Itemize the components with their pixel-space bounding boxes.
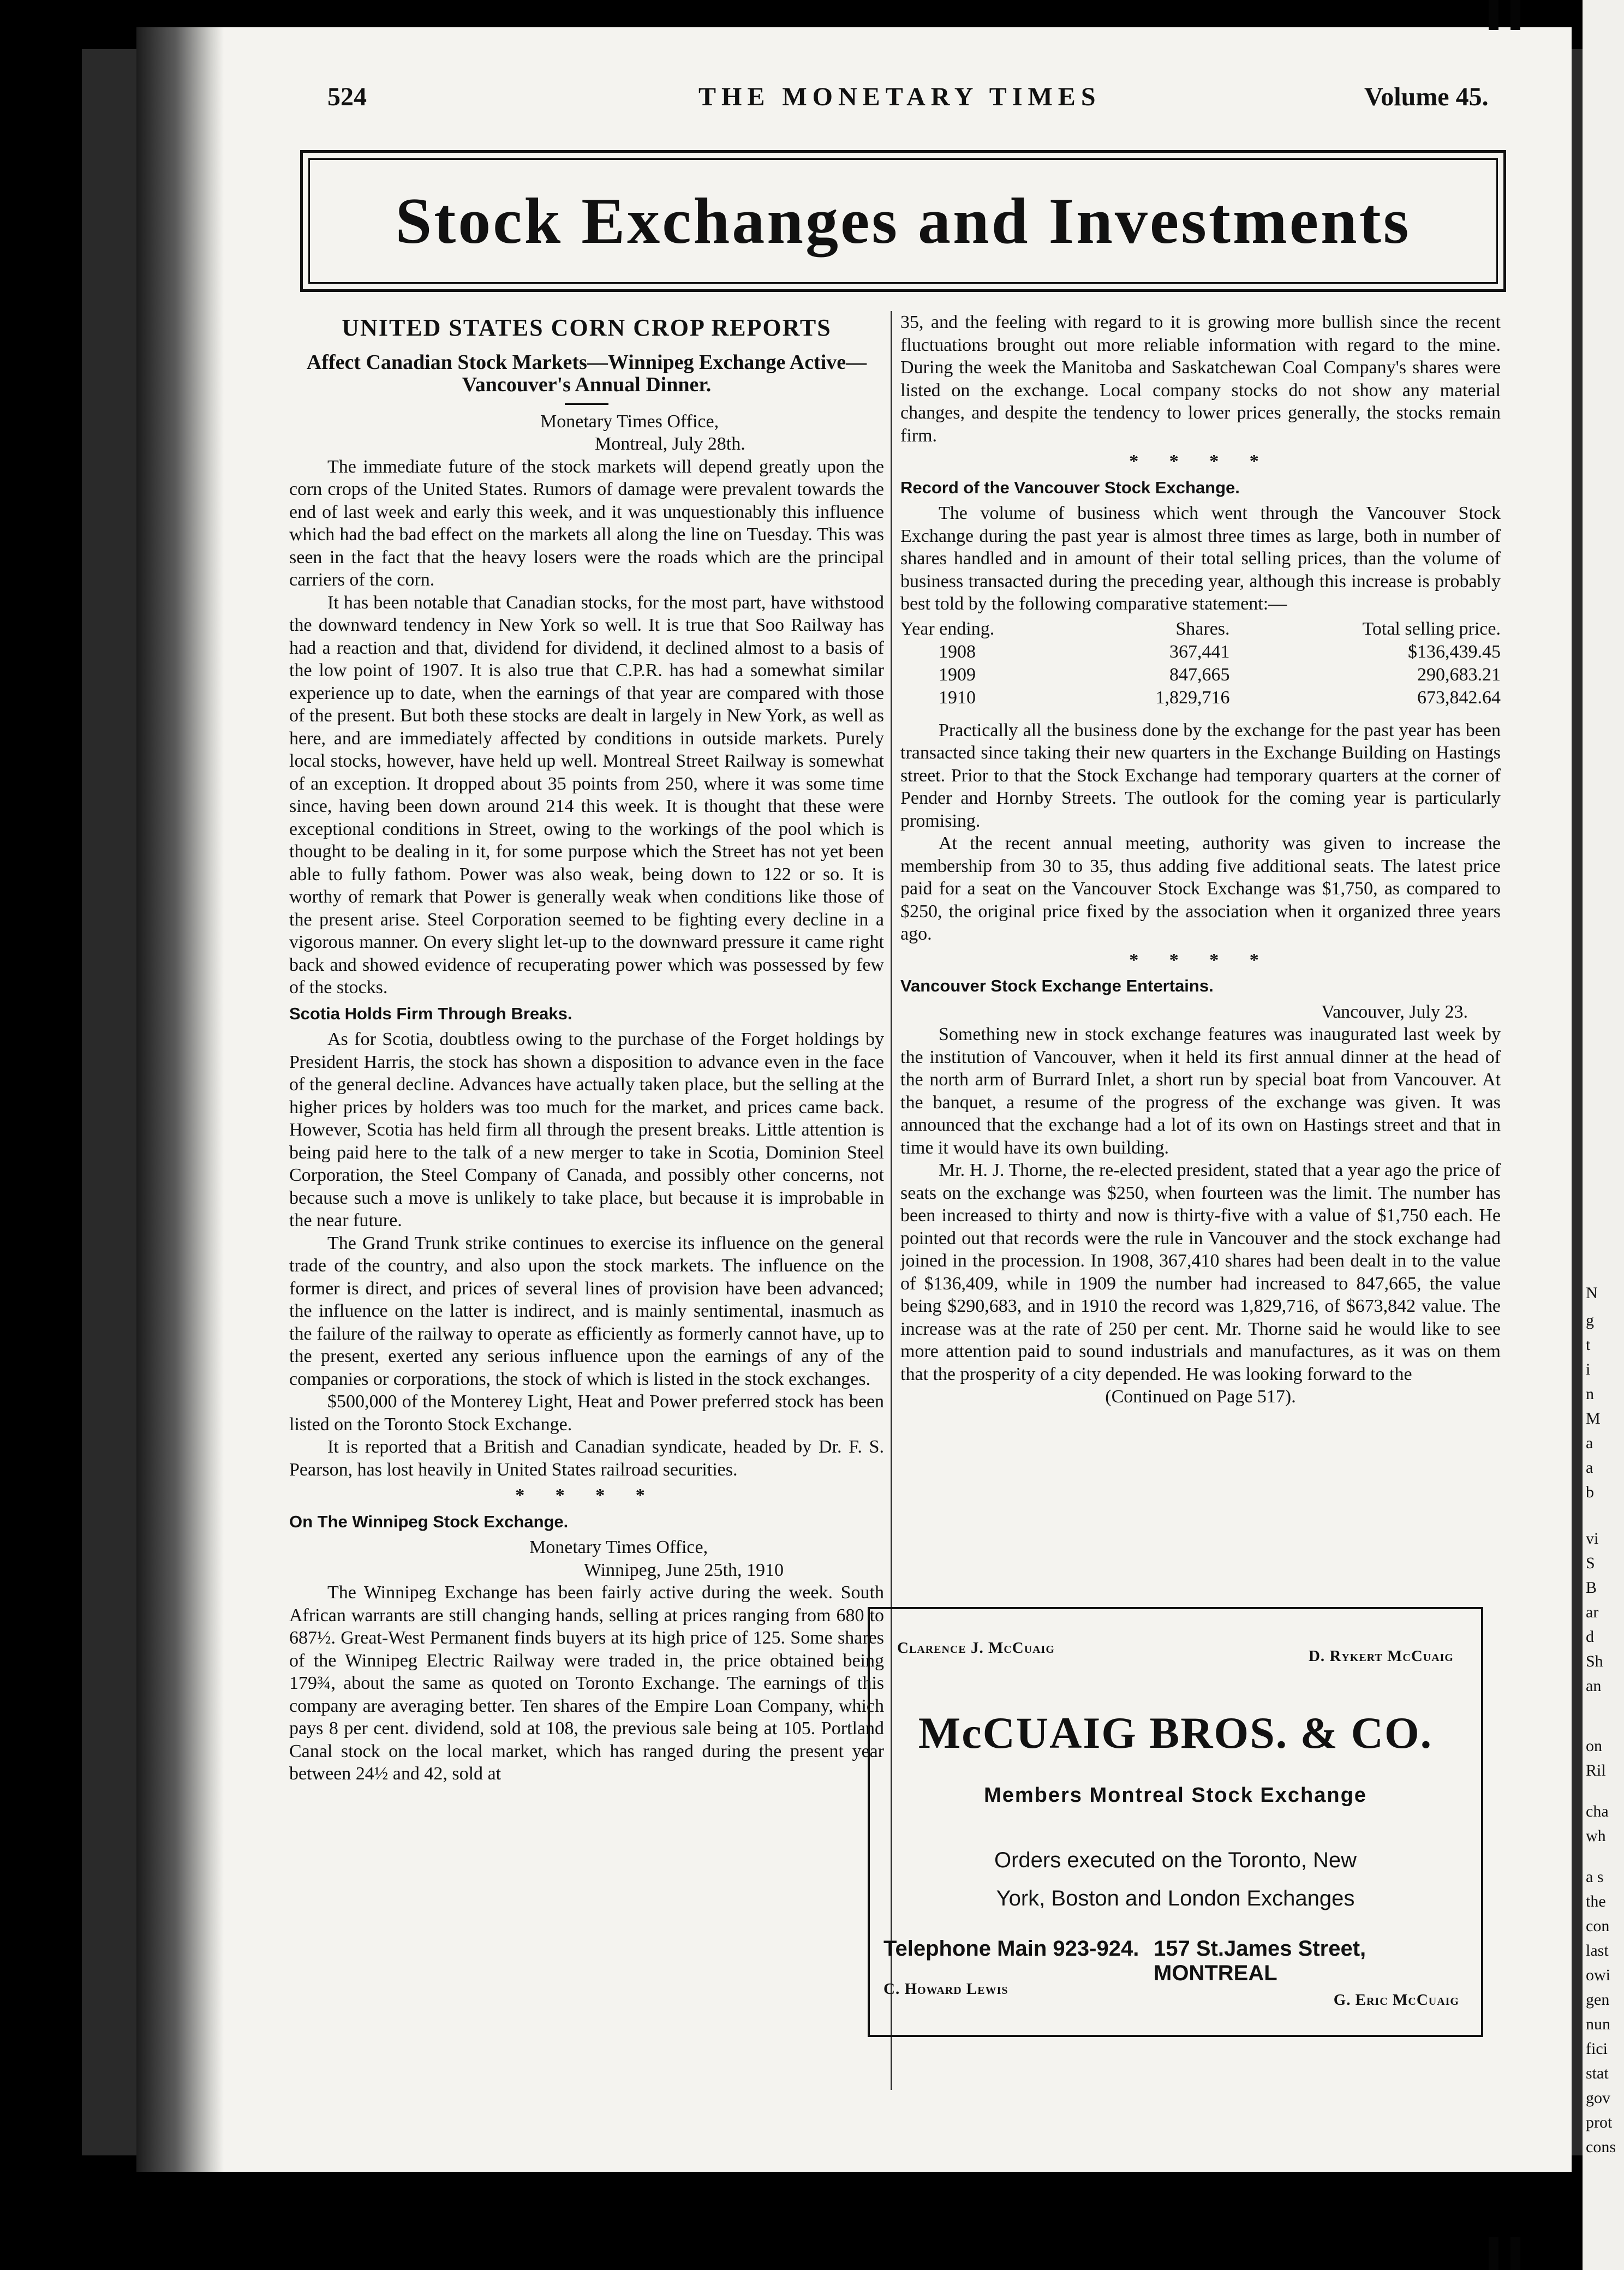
ad-membership: Members Montreal Stock Exchange [984,1784,1367,1807]
winnipeg-dateline [289,1536,884,1581]
continued-note: (Continued on Page 517). [1105,1387,1296,1407]
article-paragraph: At the recent annual meeting, authority was given to increase the membership from 30 to 35, thus adding five additional seats. The latest price paid for a seat on the Vancouver Stock Exchange was $1,750, as compared to $250, the original price fixed by the association when it organized three years ago. [900,833,1501,944]
journal-title: THE MONETARY TIMES [698,82,1101,111]
adjacent-page-fragment: a [1586,1459,1593,1477]
table-row [900,686,1501,709]
article-paragraph: $500,000 of the Monterey Light, Heat and Power preferred stock has been listed on the Toronto Stock Exchange. [289,1391,884,1435]
article-paragraph: Mr. H. J. Thorne, the re-elected president, stated that a year ago the price of seats on the exchange was $250, when fourteen was the limit. The number has been increased to thirty and now is thirty-five with a value of $1,750 each. He pointed out that records were the rule in Vancouver and the stock exchange had joined in the procession. In 1908, 367,410 shares had been dealt in to the value of $136,409, while in 1909 the number had increased to 847,665, the value being $290,683, and in 1910 the record was 1,829,716, of $673,842 value. The increase was at the rate of 250 per cent. Mr. Thorne said he would like to see more attention paid to sound industrials and manufactures, as it was on them that the prosperity of a city depended. He was looking forward to the [900,1160,1501,1384]
article-subheadline: Affect Canadian Stock Markets—Winnipeg Exchange Active—Vancouver's Annual Dinner. [306,350,867,396]
page-number: 524 [327,82,367,111]
article-paragraph: The immediate future of the stock markets will depend greatly upon the corn crops of the United States. Rumors of damage were prevalent towards the end of last week and early this week, and it was unquestionably this influence which had the bad effect on the markets all along the line on Tuesday. This was seen in the fact that the heavy losers were the roads which are the principal carriers of the corn. [289,456,884,590]
section-title-box [300,150,1506,292]
entertains-subhead: Vancouver Stock Exchange Entertains. [900,976,1214,995]
article-paragraph: It has been notable that Canadian stocks, for the most part, have withstood the downward tendency in New York so well. It is true that Soo Railway has had a reaction and that, dividend for dividend, it declined almost to a basis of the low point of 1907. It is also true that C.P.R. has had a somewhat similar experience up to date, when the earnings of that year are compared with those of the present. But both these stocks are dealt in largely in New York, as well as here, and are immediately affected by conditions in outside markets. Purely local stocks, however, have held up well. Montreal Street Railway is somewhat of an exception. It dropped about 35 points from 250, where it was some time since, having been down around 214 this week. It is thought that these were exceptional conditions in Street, owing to the workings of the pool which is thought to be dealing in it, for some purpose which the Street has not yet been able to fully fathom. Power was also weak, being down to 122 or so. It is worthy of remark that Power is generally weak when conditions like those of the present arise. Steel Corporation seemed to be fighting every decline in a vigorous manner. On every slight let-up to the downward pressure it came right back and showed evidence of recuperating power which was possessed by few of the stocks. [289,592,884,997]
binding-bar-top-2 [1510,0,1520,30]
table-cell: 847,665 [1169,664,1230,685]
table-cell: 673,842.64 [1417,687,1501,708]
ad-address: 157 St.James Street, MONTREAL [1154,1937,1366,1985]
volume-label: Volume 45. [1364,82,1489,111]
binding-bar-bottom-1 [1489,2237,1498,2270]
ad-name-bottom-right: G. Eric McCuaig [1333,1991,1459,2009]
mccuaig-advertisement [868,1607,1483,2037]
right-column [900,311,1501,1408]
article-paragraph: It is reported that a British and Canadian syndicate, headed by Dr. F. S. Pearson, has lost heavily in United States railroad securities. [289,1437,884,1480]
adjacent-page-fragment: n [1586,1385,1594,1403]
adjacent-page-fragment: nun [1586,2015,1610,2033]
adjacent-page-fragment: cha [1586,1802,1609,1820]
ad-name-top-left: Clarence J. McCuaig [897,1639,1055,1657]
adjacent-page-fragment: vi [1586,1530,1599,1548]
section-stars: * * * * [1129,949,1272,970]
ad-name-bottom-left: C. Howard Lewis [883,1980,1008,1998]
table-cell: 1908 [939,641,976,662]
adjacent-page-fragment: S [1586,1554,1595,1572]
winnipeg-subhead: On The Winnipeg Stock Exchange. [289,1512,569,1531]
article-paragraph: Practically all the business done by the exchange for the past year has been transacted since taking their new quarters in the Exchange Building on Hastings street. Prior to that the Stock Exchange had temporary quarters at the corner of Pender and Hornby Streets. The outlook for the coming year is particularly promising. [900,720,1501,831]
adjacent-page-fragment: prot [1586,2113,1613,2131]
headline-rule [565,403,608,405]
scotia-subhead: Scotia Holds Firm Through Breaks. [289,1003,572,1023]
dateline-office: Monetary Times Office, [540,411,719,432]
adjacent-page-fragment: owi [1586,1966,1610,1984]
adjacent-page-fragment: last [1586,1942,1609,1960]
adjacent-page-fragment: wh [1586,1827,1606,1845]
winnipeg-office: Monetary Times Office, [529,1537,708,1557]
adjacent-page-fragment: con [1586,1917,1610,1935]
adjacent-page-fragment: cons [1586,2138,1616,2156]
binding-bar-bottom-2 [1510,2237,1520,2270]
adjacent-page-fragment: gen [1586,1991,1610,2009]
adjacent-page-fragment: Ril [1586,1761,1606,1779]
table-row [900,641,1501,664]
adjacent-page-fragment: b [1586,1483,1594,1501]
section-stars: * * * * [515,1485,658,1506]
adjacent-page-fragment: i [1586,1360,1591,1378]
article-paragraph: The Winnipeg Exchange has been fairly active during the week. South African warrants are still changing hands, selling at prices ranging from 680 to 687½. Great-West Permanent finds buyers at its high price of 125. Some shares of the Winnipeg Electric Railway were traded in, the price obtained being 179¾, about the same as quoted on Toronto Exchange. The earnings of this company are averaging better. Ten shares of the Empire Loan Company, which pays 8 per cent. dividend, sold at 108, the previous sale being at 105. Portland Canal stock on the local market, which has ranged during the present year between 24½ and 42, sold at [289,1582,884,1784]
article-paragraph: 35, and the feeling with regard to it is growing more bullish since the recent fluctuations brought out more reliable information with regard to the mine. During the week the Manitoba and Saskatchewan Coal Company's shares were listed on the exchange. Local company stocks do not show any material changes, and despite the tendency to lower prices generally, the stocks remain firm. [900,312,1501,446]
binding-bar-top-1 [1489,0,1498,30]
adjacent-page-fragment: ar [1586,1603,1599,1621]
vancouver-record-subhead: Record of the Vancouver Stock Exchange. [900,477,1240,497]
adjacent-page-fragment: a s [1586,1868,1604,1886]
section-title: Stock Exchanges and Investments [395,184,1411,257]
entertains-date: Vancouver, July 23. [1321,1001,1468,1022]
article-headline: UNITED STATES CORN CROP REPORTS [342,314,832,341]
dateline-place: Montreal, July 28th. [595,434,745,454]
ad-telephone: Telephone Main 923-924. [883,1937,1139,1961]
adjacent-page-fragment: B [1586,1579,1597,1597]
adjacent-page-fragment: fici [1586,2040,1608,2058]
table-header-row [900,618,1501,641]
article-paragraph: The Grand Trunk strike continues to exercise its influence on the general trade of the country, and also upon the stock markets. The influence on the former is direct, and prices of several lines of provision have been advanced; the influence on the latter is indirect, and is mainly sentimental, inasmuch as the failure of the railway to operate as efficiently as formerly cannot have, up to the present, exerted any serious influence upon the earnings of any of the companies or corporations, the stock of which is listed in the stock exchanges. [289,1233,884,1389]
adjacent-page-fragment: d [1586,1628,1594,1646]
table-cell: 1909 [939,664,976,685]
table-header: Total selling price. [1362,618,1501,639]
adjacent-page-fragment: stat [1586,2064,1609,2082]
adjacent-page-fragment: g [1586,1311,1594,1329]
left-column [289,311,884,1785]
ad-orders-line: York, Boston and London Exchanges [996,1886,1355,1910]
vancouver-stats-table [900,618,1501,709]
ad-name-top-right: D. Rykert McCuaig [1308,1647,1454,1665]
adjacent-page-fragment: N [1586,1284,1598,1302]
adjacent-page-fragment: t [1586,1336,1591,1354]
table-cell: 1,829,716 [1155,687,1230,708]
adjacent-page-fragment: gov [1586,2089,1610,2107]
table-header: Year ending. [900,618,995,639]
table-cell: 290,683.21 [1417,664,1501,685]
page-gutter-shadow [136,27,224,2172]
ad-firm-name: McCUAIG BROS. & CO. [918,1708,1433,1758]
ad-orders [919,1841,1432,1917]
dateline [289,410,884,456]
ad-orders-line: Orders executed on the Toronto, New [994,1848,1357,1872]
adjacent-page-fragment: Sh [1586,1652,1603,1670]
adjacent-page-strip [1583,0,1624,2270]
table-header: Shares. [1175,618,1230,639]
section-stars: * * * * [1129,451,1272,471]
article-paragraph: As for Scotia, doubtless owing to the purchase of the Forget holdings by President Harris, the stock has shown a disposition to advance even in the face of the general decline. Advances have actually taken place, but the selling at the higher prices by holders was too much for the market, and prices came back. However, Scotia has held firm all through the present breaks. Little attention is being paid here to the talk of a new merger to take in Scotia, Dominion Steel Corporation, the Steel Company of Canada, and possibly other concerns, not because such a move is unlikely to take place, but because it is improbable in the near future. [289,1029,884,1230]
adjacent-page-fragment: the [1586,1892,1606,1910]
table-cell: 367,441 [1169,641,1230,662]
adjacent-page-fragment: a [1586,1434,1593,1452]
article-paragraph: The volume of business which went through the Vancouver Stock Exchange during the past year is almost three times as large, both in number of shares handled and in amount of their total selling prices, than the volume of business transacted during the preceding year, although this increase is probably best told by the following comparative statement:— [900,503,1501,614]
adjacent-page-fragment: on [1586,1737,1602,1755]
adjacent-page-fragment: M [1586,1409,1601,1427]
table-cell: 1910 [939,687,976,708]
article-paragraph: Something new in stock exchange features was inaugurated last week by the institution of Vancouver, when it held its first annual dinner at the head of the north arm of Burrard Inlet, a short run by special boat from Vancouver. At the banquet, a resume of the progress of the exchange was given. It was announced that the exchange had a lot of its own on Hastings street and that in time it would have its own building. [900,1024,1501,1158]
winnipeg-place: Winnipeg, June 25th, 1910 [584,1560,784,1580]
table-row [900,664,1501,686]
table-cell: $136,439.45 [1408,641,1501,662]
adjacent-page-fragment: an [1586,1677,1602,1695]
